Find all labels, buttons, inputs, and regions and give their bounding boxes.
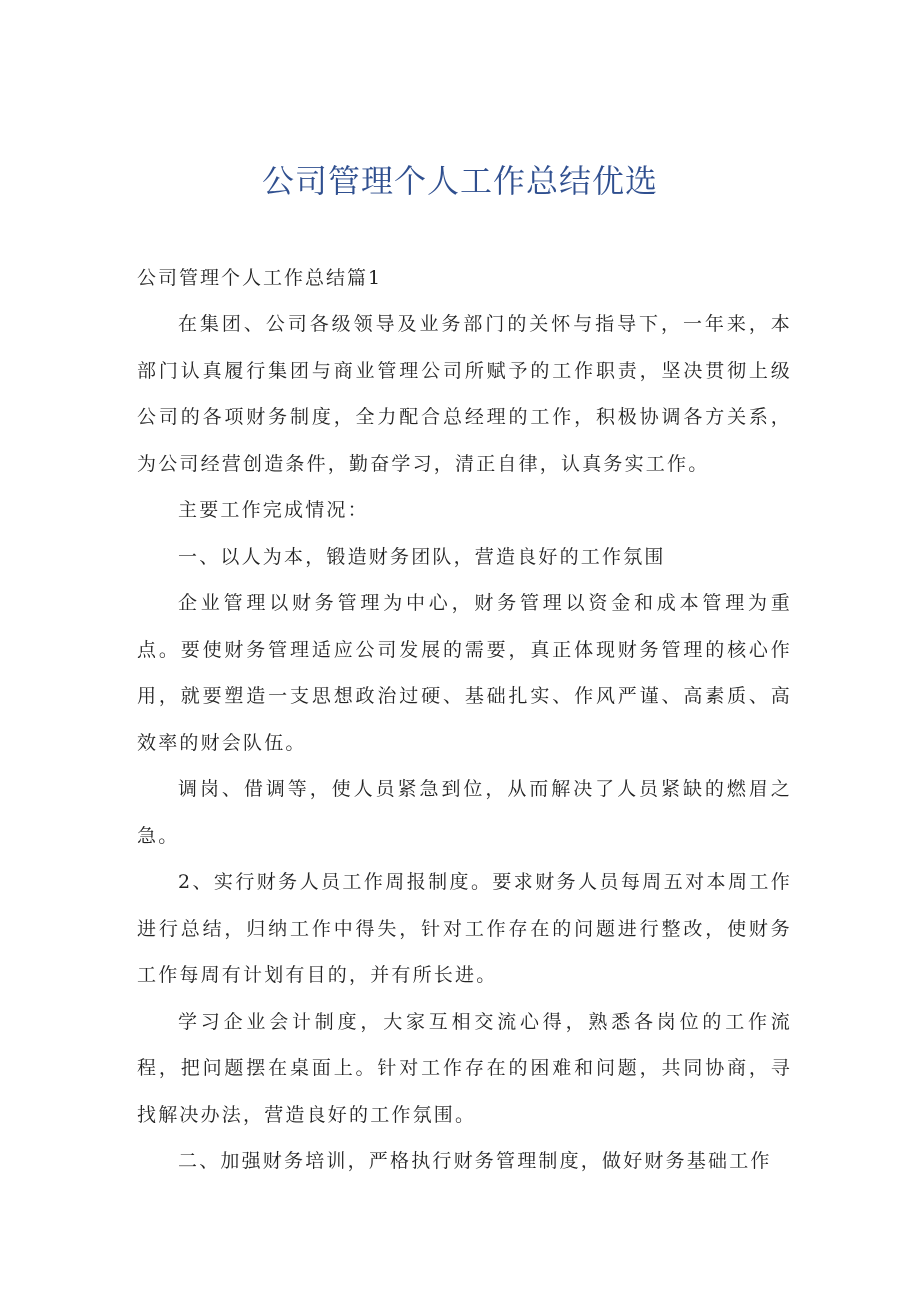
paragraph-weekly-report: 2、实行财务人员工作周报制度。要求财务人员每周五对本周工作进行总结，归纳工作中得失，针对工作存在的问题进行整改，使财务工作每周有计划有目的，并有所长进。 (137, 871, 792, 986)
document-body (137, 255, 792, 1185)
paragraph-staffing: 调岗、借调等，使人员紧急到位，从而解决了人员紧缺的燃眉之急。 (137, 778, 792, 847)
section-heading: 公司管理个人工作总结篇1 (137, 267, 383, 289)
paragraph-learning: 学习企业会计制度，大家互相交流心得，熟悉各岗位的工作流程，把问题摆在桌面上。针对工作存在的困难和问题，共同协商，寻找解决办法，营造良好的工作氛围。 (137, 1010, 792, 1126)
paragraph-finance-management: 企业管理以财务管理为中心，财务管理以资金和成本管理为重点。要使财务管理适应公司发展的需要，真正体现财务管理的核心作用，就要塑造一支思想政治过硬、基础扎实、作风严谨、高素质、高效率的财会队伍。 (137, 592, 792, 754)
document-title: 公司管理个人工作总结优选 (261, 162, 658, 200)
paragraph-intro: 在集团、公司各级领导及业务部门的关怀与指导下，一年来，本部门认真履行集团与商业管理公司所赋予的工作职责，坚决贯彻上级公司的各项财务制度，全力配合总经理的工作，积极协调各方关系，为公司经营创造条件，勤奋学习，清正自律，认真务实工作。 (137, 313, 792, 475)
paragraph-main-work: 主要工作完成情况： (178, 499, 369, 521)
paragraph-subheading-1: 一、以人为本，锻造财务团队，营造良好的工作氛围 (178, 545, 666, 568)
paragraph-subheading-2: 二、加强财务培训，严格执行财务管理制度，做好财务基础工作 (178, 1150, 772, 1172)
